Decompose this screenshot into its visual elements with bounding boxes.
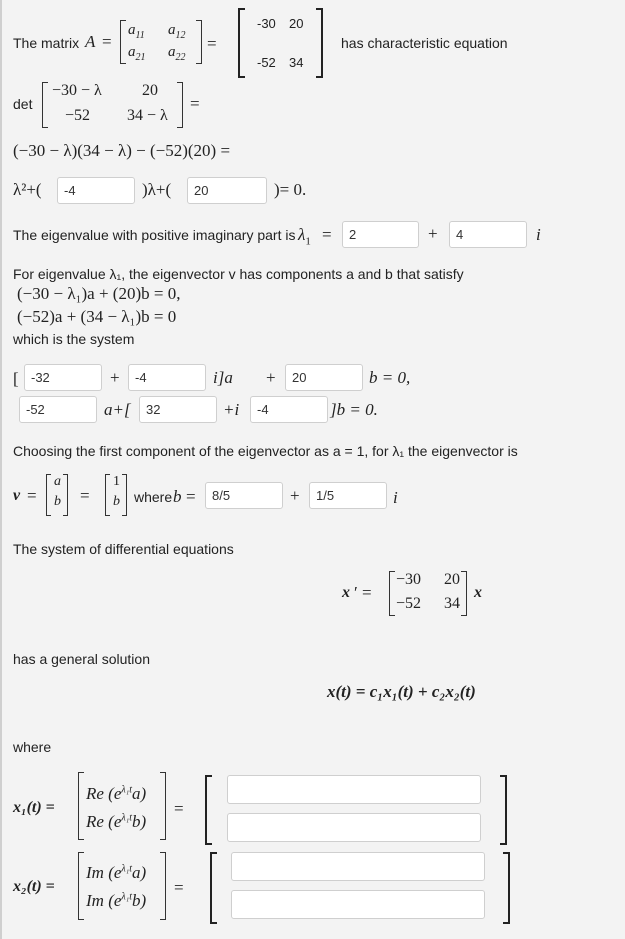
poly-c-input[interactable]: 20 <box>187 177 267 204</box>
evec-which: which is the system <box>13 331 135 347</box>
x1-input-bottom[interactable] <box>227 813 481 842</box>
a12: $a_{12}$ <box>168 22 186 41</box>
a11: $a_{11}$ <box>128 22 145 41</box>
vec-b-re-input[interactable]: 8/5 <box>205 482 283 509</box>
vec-ab-left <box>46 474 51 516</box>
sys-r2-tail: ]b = 0. <box>330 400 378 419</box>
bracket-right <box>196 20 202 64</box>
evec-eq2: (−52)a + (34 − λ₁)b = 0 <box>17 307 177 326</box>
sys-r2-a-input[interactable]: -52 <box>19 396 97 423</box>
expand-line: (−30 − λ)(34 − λ) − (−52)(20) = <box>13 141 231 160</box>
de-prime: ′ = <box>354 583 372 602</box>
de-m11: −30 <box>396 571 422 588</box>
m12: 20 <box>289 16 304 31</box>
x2-ans-right <box>503 852 510 924</box>
left-border <box>0 0 2 939</box>
de-bracket-left <box>389 571 395 616</box>
vec-1b-left <box>105 474 110 516</box>
de-text: The system of differential equations <box>13 541 234 557</box>
det-bracket-left <box>42 82 48 128</box>
det-eq: = <box>190 94 200 113</box>
x1-input-top[interactable] <box>227 775 481 804</box>
bracket-left <box>120 20 126 64</box>
x2-eq: = <box>174 878 184 897</box>
x2-top: Im $(e^{\lambda_1t}a)$ <box>86 863 147 882</box>
eigen-text: The eigenvalue with positive imaginary part is <box>13 227 296 243</box>
de-m21: −52 <box>396 595 422 612</box>
x2-ans-left <box>210 852 217 924</box>
poly-mid: )λ+( <box>142 180 172 199</box>
vec-b-im-input[interactable]: 1/5 <box>309 482 387 509</box>
x2-bot: Im $(e^{\lambda_1t}b)$ <box>86 891 147 910</box>
general-text: has a general solution <box>13 651 150 667</box>
vec-plus: + <box>290 486 300 505</box>
x1-bot: Re $(e^{\lambda_1t}b)$ <box>86 812 147 831</box>
x1-lhs: x₁(t) = <box>13 799 55 816</box>
x2-bracket-right <box>160 852 166 920</box>
sys-r1-a-im-input[interactable]: -4 <box>128 364 206 391</box>
lambda1: $\lambda_1$ <box>298 225 311 248</box>
m11: -30 <box>257 16 276 31</box>
vec-ab-right <box>63 474 68 516</box>
evec-eq1: (−30 − λ₁)a + (20)b = 0, <box>17 284 181 303</box>
eigen-plus: + <box>428 224 438 243</box>
sys-r1-b-input[interactable]: 20 <box>285 364 363 391</box>
det-c22: 34 − λ <box>127 107 168 124</box>
vec-eq: = <box>27 486 37 505</box>
x2-input-bottom[interactable] <box>231 890 485 919</box>
sys-open: [ <box>13 369 19 388</box>
x1-top: Re $(e^{\lambda_1t}a)$ <box>86 784 147 803</box>
det-c21: −52 <box>65 107 91 124</box>
eigen-eq: = <box>322 225 332 244</box>
x2-lhs: x₂(t) = <box>13 878 55 895</box>
x1-bracket-right <box>160 772 166 840</box>
x1-bracket-left <box>78 772 84 840</box>
sys-r1-plus2: + <box>266 368 276 387</box>
sys-r1-tail: b = 0, <box>369 368 411 387</box>
det-bracket-right <box>177 82 183 128</box>
x2-input-top[interactable] <box>231 852 485 881</box>
evec-intro: For eigenvalue λ₁, the eigenvector v has components a and b that satisfy <box>13 266 464 282</box>
de-x2: x <box>474 584 482 601</box>
eigen-im-input[interactable]: 4 <box>449 221 527 248</box>
de-bracket-right <box>461 571 467 616</box>
equals: = <box>102 32 112 51</box>
x2-bracket-left <box>78 852 84 920</box>
vec-weq: = <box>186 487 196 506</box>
sys-r2-b-re-input[interactable]: 32 <box>139 396 217 423</box>
has-char-eq: has characteristic equation <box>341 35 508 51</box>
sys-r2-mid: a+[ <box>104 400 131 419</box>
general-formula: x(t) = c₁x₁(t) + c₂x₂(t) <box>327 682 476 701</box>
choose-text: Choosing the first component of the eigenvector as a = 1, for λ₁ the eigenvector is <box>13 443 518 459</box>
x1-ans-left <box>205 775 212 845</box>
vec-b: b <box>54 494 61 509</box>
equals-2: = <box>207 34 217 53</box>
sys-r1-a-re-input[interactable]: -32 <box>24 364 102 391</box>
det-c11: −30 − λ <box>52 82 102 99</box>
m22: 34 <box>289 55 304 70</box>
intro-label: The matrix <box>13 35 80 51</box>
poly-lead: λ²+( <box>13 180 42 199</box>
where-label: where <box>13 739 52 755</box>
de-x: x <box>342 584 350 601</box>
de-m22: 34 <box>444 595 460 612</box>
eigen-i: i <box>536 225 541 244</box>
vec-1b-right <box>122 474 127 516</box>
matrix-bracket-left <box>238 8 245 78</box>
vec-i: i <box>393 488 398 507</box>
sys-r1-plus: + <box>110 368 120 387</box>
de-m12: 20 <box>444 571 460 588</box>
m21: -52 <box>257 55 276 70</box>
a22: $a_{22}$ <box>168 44 186 63</box>
det-label: det <box>13 96 33 112</box>
poly-b-input[interactable]: -4 <box>57 177 135 204</box>
matrix-A: A <box>85 32 96 51</box>
a21: $a_{21}$ <box>128 44 146 63</box>
vec-wb: b <box>173 487 182 506</box>
sys-r1-close: i]a <box>213 368 233 387</box>
vec-where: where <box>134 489 173 505</box>
vec-a: a <box>54 474 61 489</box>
matrix-bracket-right <box>316 8 323 78</box>
vec-bb: b <box>113 494 120 509</box>
poly-tail: )= 0. <box>274 180 307 199</box>
sys-r2-plusi: +i <box>223 400 240 419</box>
vec-eq2: = <box>80 486 90 505</box>
sys-r2-b-im-input[interactable]: -4 <box>250 396 328 423</box>
det-c12: 20 <box>142 82 158 99</box>
vec-one: 1 <box>113 474 120 489</box>
vec-v: v <box>13 487 21 504</box>
x1-eq: = <box>174 799 184 818</box>
eigen-re-input[interactable]: 2 <box>342 221 419 248</box>
x1-ans-right <box>500 775 507 845</box>
